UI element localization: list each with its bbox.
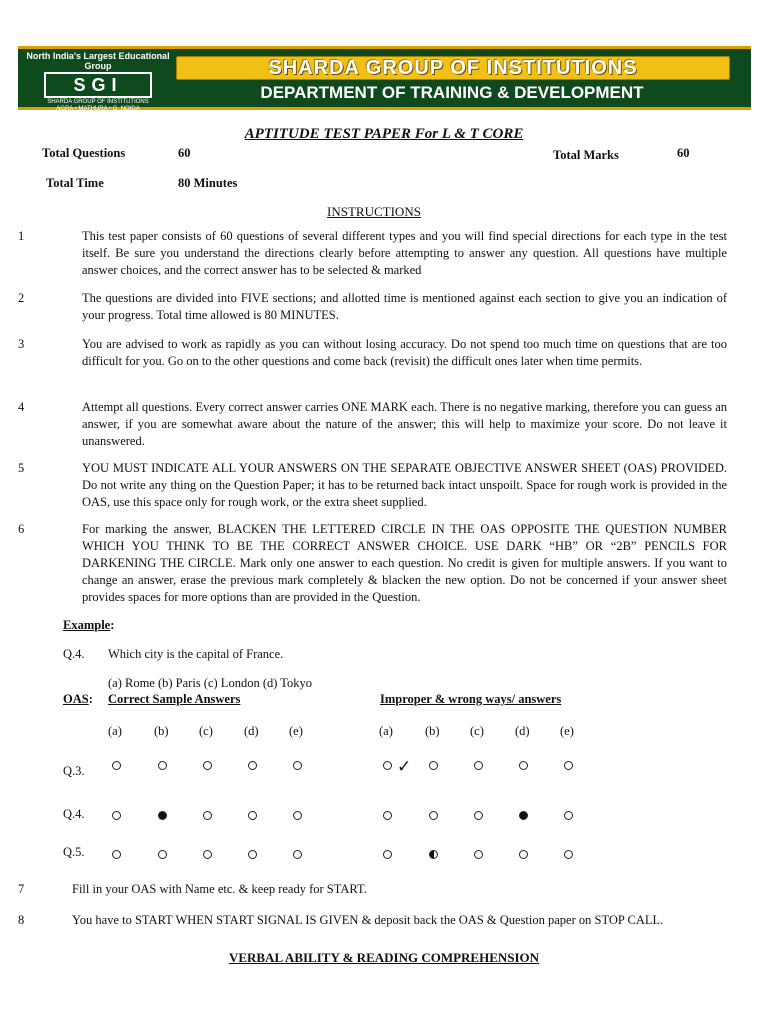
instruction-number: 1: [18, 229, 25, 243]
choice-label: (c): [199, 724, 213, 738]
department-name: DEPARTMENT OF TRAINING & DEVELOPMENT: [260, 83, 644, 102]
answer-circle: [519, 761, 528, 770]
answer-circle: [474, 811, 483, 820]
answer-circle: [158, 850, 167, 859]
logo-mark: SGI: [44, 72, 152, 98]
example-options: (a) Rome (b) Paris (c) London (d) Tokyo: [108, 676, 313, 690]
instruction-text: For marking the answer, BLACKEN THE LETTERED CIRCLE IN THE OAS OPPOSITE THE QUESTION NUMBER WHICH YOU THINK TO BE THE CORRECT ANSWER CHOICE. USE DARK “HB” OR “2B” PENCILS FOR DARKENING THE CIRCLE. Mark only one answer to each question. No credit is given for multiple answers. If you want to change an answer, erase the previous mark completely & blacken the new option. Do not be concerned if your answer sheet provides spaces for more options than are provided in the Question.: [82, 522, 727, 604]
choice-label: (d): [244, 724, 259, 738]
example-question: Which city is the capital of France.: [108, 647, 284, 661]
example-question-number: Q.4.: [63, 647, 85, 661]
instruction-text: Fill in your OAS with Name etc. & keep ready for START.: [72, 882, 367, 896]
answer-circle: [564, 811, 573, 820]
total-marks-value: 60: [677, 146, 690, 160]
total-time-value: 80 Minutes: [178, 176, 238, 190]
row-label: Q.4.: [63, 807, 85, 821]
answer-circle: [203, 850, 212, 859]
choice-label: (b): [425, 724, 440, 738]
logo-tagline: North India's Largest Educational Group: [26, 51, 170, 71]
answer-circle: [203, 811, 212, 820]
answer-circle: [474, 850, 483, 859]
answer-circle: [383, 761, 392, 770]
sgi-logo: [24, 51, 172, 112]
answer-circle-filled: [158, 811, 167, 820]
instruction-number: 2: [18, 291, 25, 305]
org-name: SHARDA GROUP OF INSTITUTIONS: [176, 56, 730, 80]
answer-circle: [383, 850, 392, 859]
answer-circle: [564, 761, 573, 770]
logo-locations: AGRA • MATHURA • G. NOIDA: [56, 106, 140, 112]
answer-circle: [293, 850, 302, 859]
total-questions-value: 60: [178, 146, 191, 160]
wrong-answers-heading: Improper & wrong ways/ answers: [380, 692, 562, 706]
answer-circle: [248, 811, 257, 820]
example-label: Example:: [63, 618, 115, 632]
half-filled-circle-icon: [429, 850, 438, 859]
answer-circle: [383, 811, 392, 820]
total-questions-label: Total Questions: [42, 146, 126, 160]
total-time-label: Total Time: [46, 176, 104, 190]
instruction-number: 5: [18, 461, 25, 475]
correct-answers-heading: Correct Sample Answers: [108, 692, 241, 706]
answer-circle: [158, 761, 167, 770]
oas-label: OAS:: [63, 692, 93, 706]
section-heading: VERBAL ABILITY & READING COMPREHENSION: [228, 950, 540, 965]
row-label: Q.5.: [63, 845, 85, 859]
answer-circle: [112, 811, 121, 820]
instructions-heading: INSTRUCTIONS: [327, 204, 421, 219]
check-mark-icon: ✓: [397, 757, 412, 776]
row-label: Q.3.: [63, 764, 85, 778]
answer-circle: [293, 811, 302, 820]
instruction-text: Attempt all questions. Every correct answer carries ONE MARK each. There is no negative marking, therefore you can guess an answer, if you are somewhat aware about the nature of the answer; this will help to maximize your score. Do not leave it unanswered.: [82, 400, 727, 448]
total-marks-label: Total Marks: [553, 148, 619, 162]
answer-circle: [519, 850, 528, 859]
choice-label: (c): [470, 724, 484, 738]
choice-label: (d): [515, 724, 530, 738]
crossed-circle-icon: [519, 811, 528, 820]
choice-label: (a): [108, 724, 122, 738]
instruction-number: 3: [18, 337, 25, 351]
instruction-text: You are advised to work as rapidly as you can without losing accuracy. Do not spend too much time on questions that are too difficult for you. Go on to the other questions and come back (revisit) the difficult ones later when time permits.: [82, 337, 727, 368]
answer-circle: [293, 761, 302, 770]
logo-subtitle: SHARDA GROUP OF INSTITUTIONS: [47, 99, 149, 105]
instruction-number: 7: [18, 882, 25, 896]
answer-circle: [203, 761, 212, 770]
answer-circle: [112, 850, 121, 859]
choice-label: (e): [289, 724, 303, 738]
instruction-text: This test paper consists of 60 questions of several different types and you will find special directions for each type in the test itself. Be sure you understand the directions clearly before attempting to answer any question. All questions have multiple answer choices, and the correct answer has to be selected & marked: [82, 229, 727, 277]
answer-circle: [429, 811, 438, 820]
instruction-number: 6: [18, 522, 25, 536]
choice-label: (b): [154, 724, 169, 738]
answer-circle: [429, 761, 438, 770]
answer-circle: [474, 761, 483, 770]
answer-circle: [564, 850, 573, 859]
instruction-text: The questions are divided into FIVE sections; and allotted time is mentioned against each section to give you an indication of your progress. Total time allowed is 80 MINUTES.: [82, 291, 727, 322]
instruction-number: 8: [18, 913, 25, 927]
choice-label: (e): [560, 724, 574, 738]
header-banner: [18, 46, 751, 110]
answer-circle: [248, 850, 257, 859]
instruction-text: You have to START WHEN START SIGNAL IS GIVEN & deposit back the OAS & Question paper on STOP CALL.: [72, 913, 664, 927]
choice-label: (a): [379, 724, 393, 738]
page-title: APTITUDE TEST PAPER For L & T CORE: [244, 126, 524, 142]
instruction-number: 4: [18, 400, 25, 414]
answer-circle: [112, 761, 121, 770]
answer-circle: [248, 761, 257, 770]
instruction-text: YOU MUST INDICATE ALL YOUR ANSWERS ON THE SEPARATE OBJECTIVE ANSWER SHEET (OAS) PROVIDED. Do not write any thing on the Question Paper; it has to be returned back intact unspoilt. Space for rough work is provided in the OAS, use this space only for rough work, or the extra sheet supplied.: [82, 461, 727, 509]
